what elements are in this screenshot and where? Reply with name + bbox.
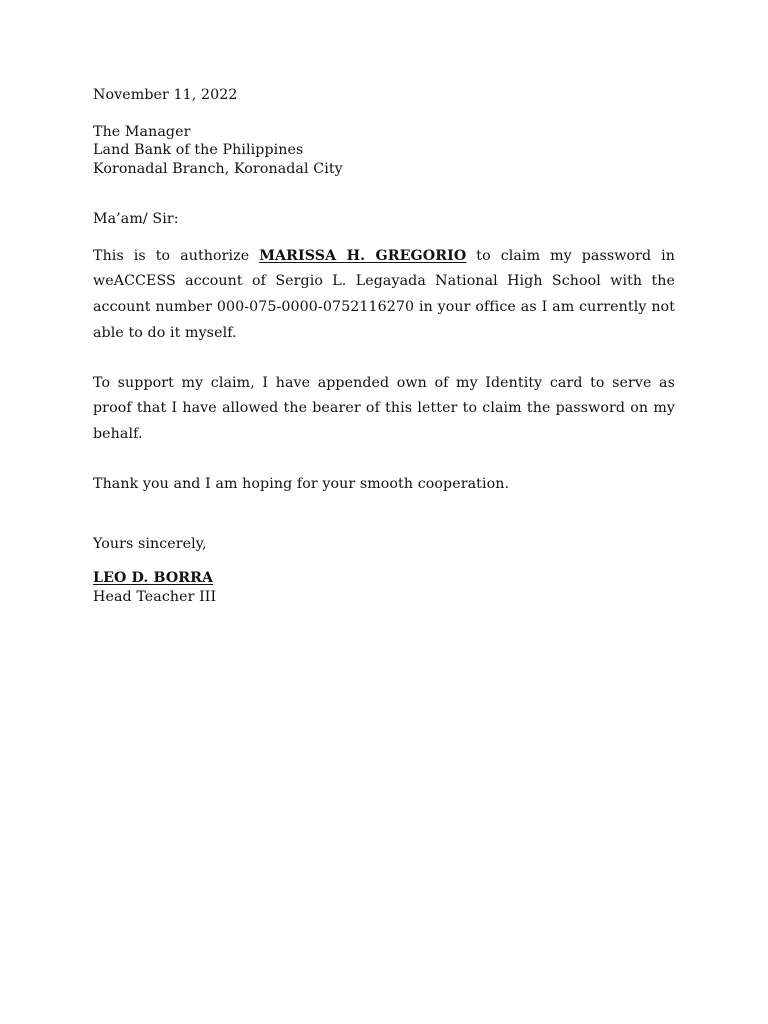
letter-body bbox=[93, 86, 675, 606]
recipient-line-2: Land Bank of the Philippines bbox=[93, 142, 304, 158]
paragraph-authorization bbox=[93, 244, 675, 347]
paragraph-thanks: Thank you and I am hoping for your smooth cooperation. bbox=[93, 476, 510, 493]
recipient-line-1: The Manager bbox=[93, 123, 191, 140]
signatory-title: Head Teacher III bbox=[93, 588, 217, 605]
recipient-line-3: Koronadal Branch, Koronadal City bbox=[93, 160, 343, 177]
recipient-address bbox=[93, 123, 675, 179]
paragraph-1-body: to claim my password in weACCESS account of Sergio L. Legayada National High School with the account number 000-075-0000-0752116270 in your office as I am currently not able to do it myself. bbox=[93, 247, 675, 341]
signatory-block bbox=[93, 569, 675, 606]
closing: Yours sincerely, bbox=[93, 535, 207, 552]
paragraph-support: To support my claim, I have appended own of my Identity card to serve as proof that I have allowed the bearer of this letter to claim the password on my behalf. bbox=[93, 374, 675, 443]
salutation: Ma’am/ Sir: bbox=[93, 211, 179, 227]
paragraph-1-intro: This is to authorize bbox=[93, 247, 260, 264]
letter-date: November 11, 2022 bbox=[93, 87, 238, 103]
authorized-person-name: MARISSA H. GREGORIO bbox=[259, 247, 467, 264]
signatory-name: LEO D. BORRA bbox=[93, 570, 214, 587]
